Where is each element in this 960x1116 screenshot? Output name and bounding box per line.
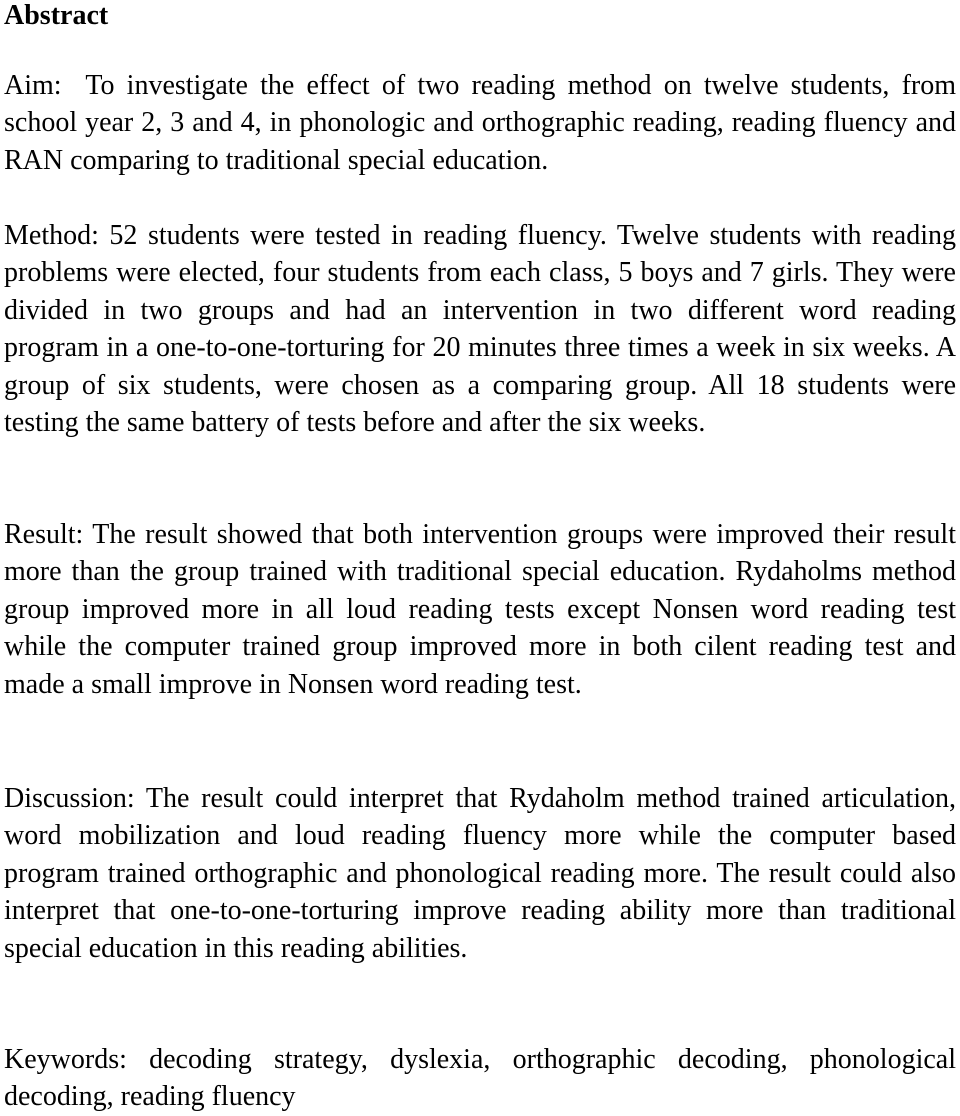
abstract-heading: Abstract [4,0,109,31]
result-text: The result showed that both intervention groups were improved their result more than the group trained with traditional special education. Rydaholms method group improved more in all loud reading tests except Nonsen word reading test while the computer trained group improved more in both cilent reading test and made a small improve in Nonsen word reading test. [4,519,956,700]
keywords-label: Keywords: [4,1044,127,1075]
method-label: Method: [4,220,99,251]
discussion-text: The result could interpret that Rydaholm method trained articulation, word mobilization and loud reading fluency more while the computer based program trained orthographic and phonological reading more. The result could also interpret that one-to-one-torturing improve reading ability more than traditional special education in this reading abilities. [4,783,957,964]
aim-label: Aim: [4,70,62,101]
abstract-page [4,0,957,1113]
keywords-text: decoding strategy, dyslexia, orthographic decoding, phonological decoding, reading fluency [4,1044,957,1113]
aim-paragraph [4,67,956,179]
result-paragraph [4,516,956,703]
discussion-paragraph [4,780,956,967]
result-label: Result: [4,519,84,550]
method-paragraph [4,217,956,441]
discussion-label: Discussion: [4,783,135,814]
keywords-paragraph [4,1041,956,1116]
method-text: 52 students were tested in reading fluency. Twelve students with reading problems were elected, four students from each class, 5 boys and 7 girls. They were divided in two groups and had an intervention in two different word reading program in a one-to-one-torturing for 20 minutes three times a week in six weeks. A group of six students, were chosen as a comparing group. All 18 students were testing the same battery of tests before and after the six weeks. [4,220,957,439]
aim-text: To investigate the effect of two reading method on twelve students, from school year 2, 3 and 4, in phonologic and orthographic reading, reading fluency and RAN comparing to traditional special education. [4,70,957,176]
